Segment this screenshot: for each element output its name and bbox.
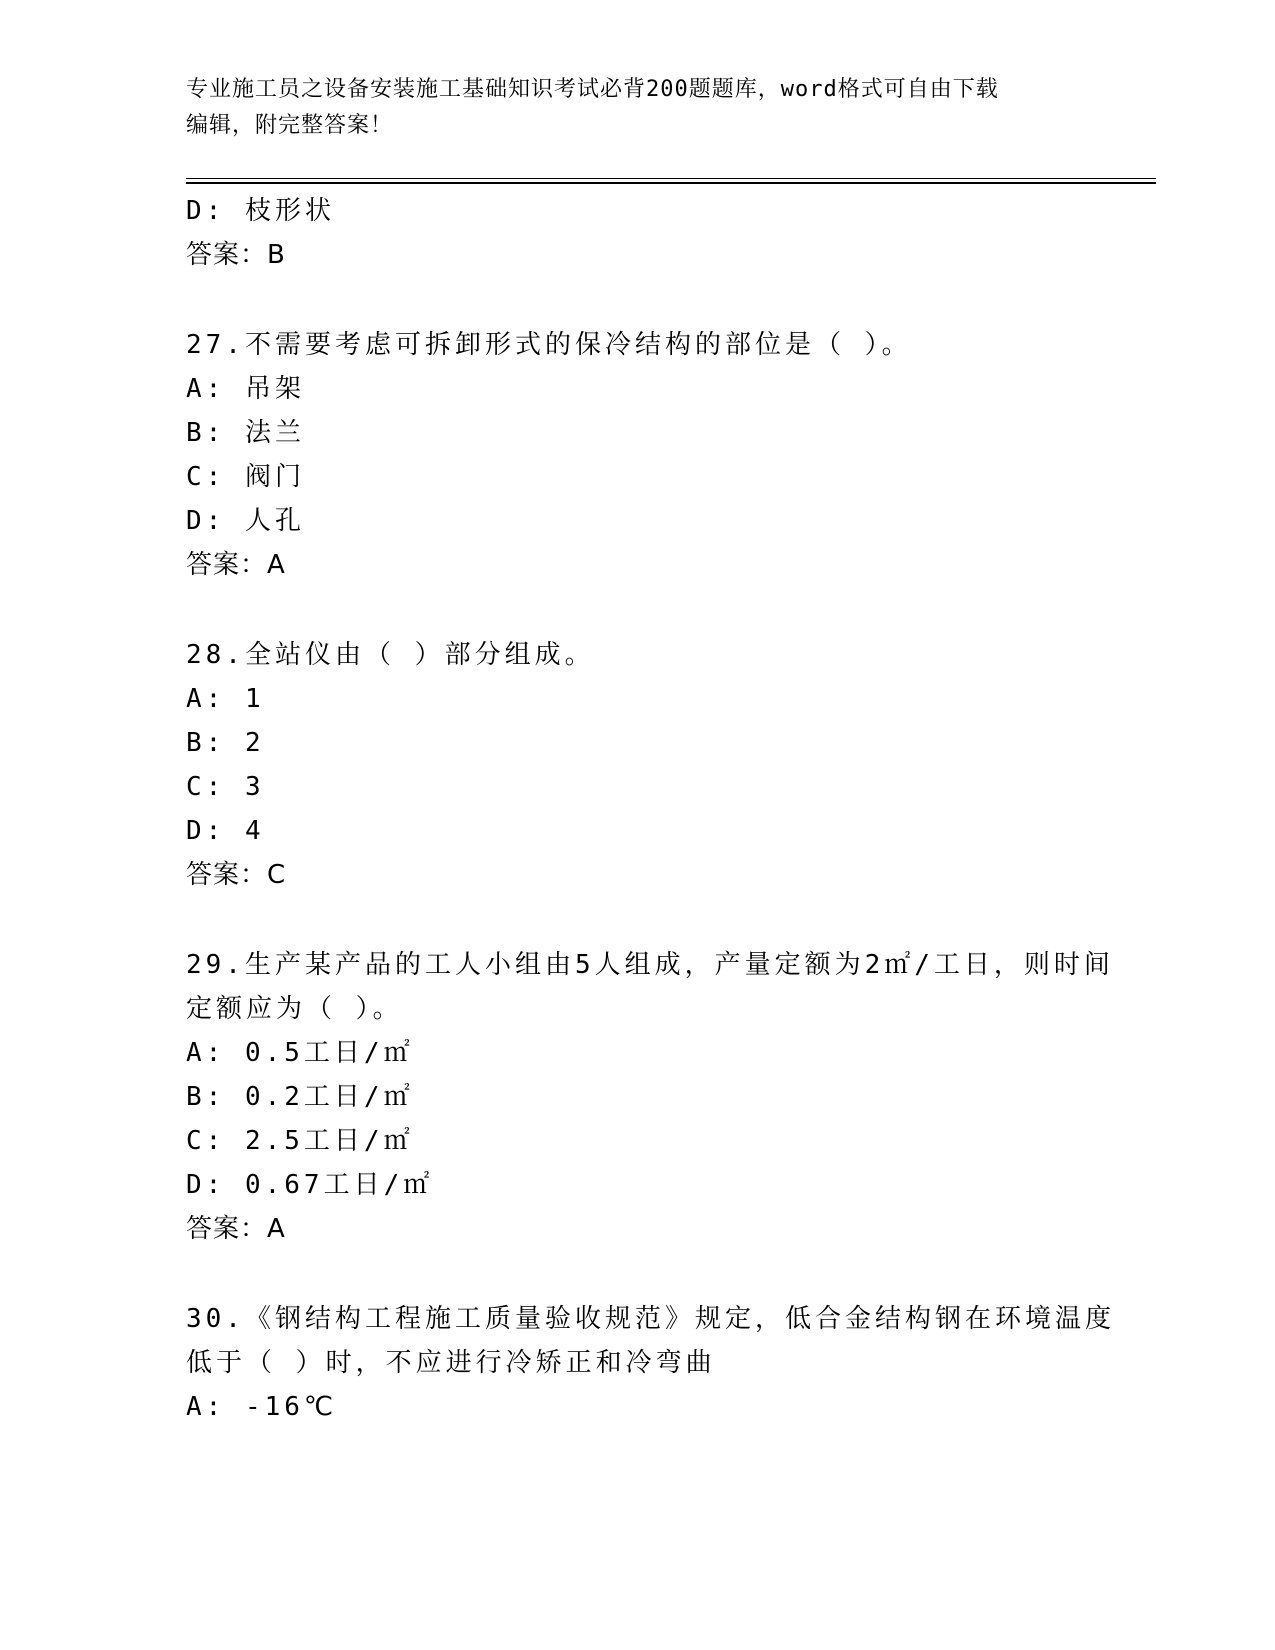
q27-option-b: B: 法兰	[186, 418, 305, 448]
q26-option-d: D: 枝形状	[186, 196, 335, 226]
q28-option-a: A: 1	[186, 684, 265, 714]
header-line-1: 专业施工员之设备安装施工基础知识考试必背200题题库，word格式可自由下载	[186, 77, 999, 102]
q30-question-line-2: 低于（ ）时，不应进行冷矫正和冷弯曲	[186, 1348, 716, 1378]
q28-option-b: B: 2	[186, 728, 265, 758]
q29-answer: 答案：A	[186, 1214, 286, 1244]
q27-option-c: C: 阀门	[186, 462, 305, 492]
q29-option-a: A: 0.5工日/㎡	[186, 1038, 414, 1068]
q28-question: 28.全站仪由（ ）部分组成。	[186, 640, 595, 670]
q29-question-line-2: 定额应为（ ）。	[186, 994, 403, 1024]
q30-question-line-1: 30.《钢结构工程施工质量验收规范》规定，低合金结构钢在环境温度	[186, 1304, 1115, 1334]
q28-answer: 答案：C	[186, 860, 287, 890]
q28-option-d: D: 4	[186, 816, 265, 846]
q27-option-d: D: 人孔	[186, 506, 305, 536]
document-header	[186, 72, 1086, 144]
q29-option-c: C: 2.5工日/㎡	[186, 1126, 414, 1156]
q29-option-b: B: 0.2工日/㎡	[186, 1082, 414, 1112]
header-line-2: 编辑，附完整答案！	[186, 113, 394, 138]
q29-question-line-1: 29.生产某产品的工人小组由5人组成，产量定额为2㎡/工日，则时间	[186, 950, 1114, 980]
q28-option-c: C: 3	[186, 772, 265, 802]
header-divider-thin	[186, 178, 1156, 179]
q27-question: 27.不需要考虑可拆卸形式的保冷结构的部位是（ ）。	[186, 330, 912, 360]
q26-answer: 答案：B	[186, 240, 286, 270]
q27-answer: 答案：A	[186, 550, 286, 580]
header-divider-thick	[186, 182, 1156, 184]
q29-option-d: D: 0.67工日/㎡	[186, 1170, 434, 1200]
q30-option-a: A: -16℃	[186, 1392, 338, 1422]
q27-option-a: A: 吊架	[186, 374, 305, 404]
